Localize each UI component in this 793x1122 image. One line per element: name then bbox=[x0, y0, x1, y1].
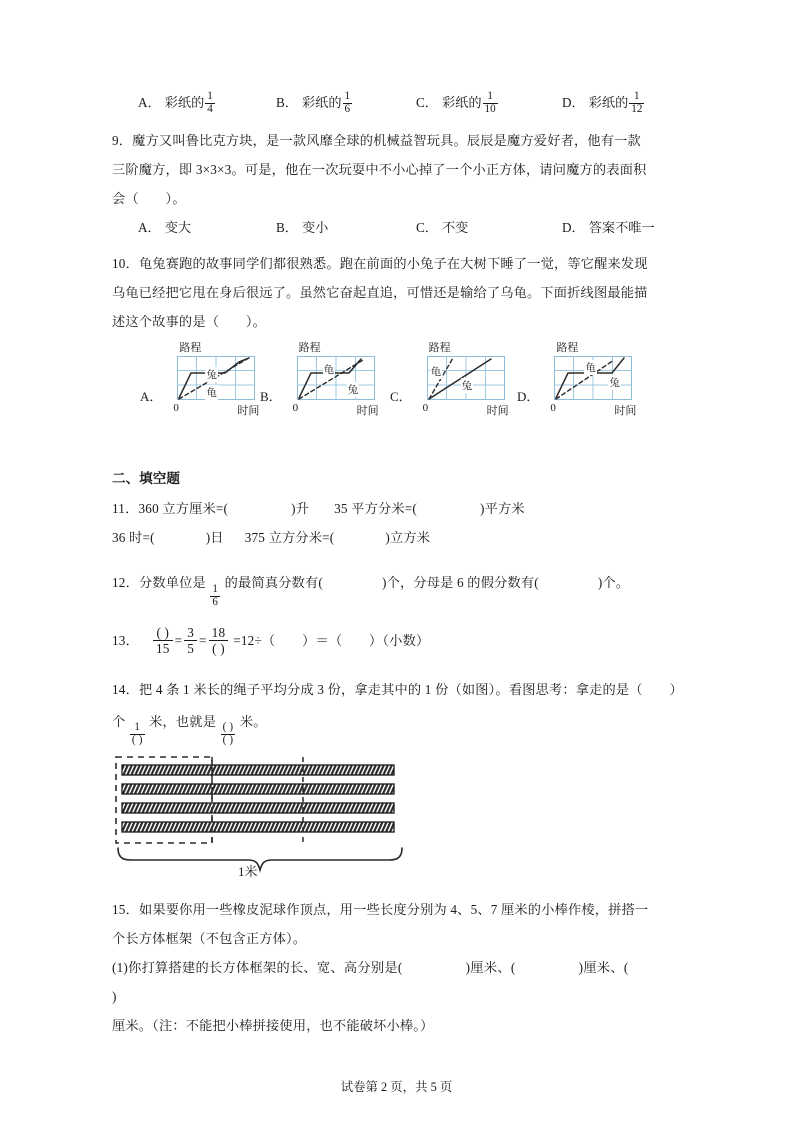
q13-fraction-3 bbox=[209, 625, 229, 656]
choice-label-c: C． bbox=[416, 95, 438, 110]
question-9-line-3: 会（ ）。 bbox=[112, 191, 186, 206]
q14-part-c: 米。 bbox=[239, 713, 267, 729]
choice-text-a: 彩纸的 bbox=[164, 95, 205, 110]
graph-x-label-c: 时间 bbox=[486, 405, 509, 417]
question-11-line-2 bbox=[112, 523, 688, 552]
choice-text-d: 彩纸的 bbox=[588, 95, 629, 110]
graph-series-label-tortoise-c: 龟 bbox=[430, 364, 443, 379]
choice-option-b[interactable] bbox=[276, 88, 416, 118]
graph-origin-a: 0 bbox=[173, 402, 179, 414]
q13-number: 13． bbox=[112, 632, 139, 648]
q12-prefix: 12．分数单位是 bbox=[112, 575, 206, 590]
rope-3 bbox=[122, 803, 394, 813]
choice-label-b: B． bbox=[276, 95, 298, 110]
q11-part-c: 35 平方分米=( bbox=[334, 501, 418, 516]
question-14-line-1: 14．把 4 条 1 米长的绳子平均分成 3 份，拿走其中的 1 份（如图）。看图思考：拿走的是（ ） bbox=[112, 681, 683, 697]
question-15-line-1: 15．如果要你用一些橡皮泥球作顶点，用一些长度分别为 4、5、7 厘米的小棒作棱，拼搭一 bbox=[112, 902, 649, 918]
rope-figure-svg bbox=[112, 753, 442, 881]
graph-letter-b: B． bbox=[260, 388, 282, 404]
fraction-numerator: 1 bbox=[212, 582, 219, 595]
fraction-numerator: ( ) bbox=[156, 624, 170, 640]
graph-x-label-d: 时间 bbox=[614, 405, 637, 417]
fraction-denominator: 6 bbox=[344, 102, 351, 115]
graph-letter-c: C． bbox=[390, 388, 412, 404]
q15-part-a: (1)你打算搭建的长方体框架的长、宽、高分别是( bbox=[112, 960, 403, 976]
fraction-d bbox=[629, 91, 644, 116]
graph-option-d[interactable] bbox=[517, 342, 636, 422]
choice-option-a[interactable] bbox=[138, 88, 276, 118]
fraction-denominator: ( ) bbox=[209, 640, 228, 656]
q14-fraction-2 bbox=[221, 722, 236, 747]
choice-label-d: D． bbox=[562, 95, 585, 110]
fraction-denominator: 10 bbox=[484, 102, 496, 115]
q12-suffix: )个。 bbox=[597, 575, 630, 590]
q13-equals-1: = bbox=[174, 632, 183, 648]
q12-mid2: )个，分母是 6 的假分数有( bbox=[381, 575, 539, 590]
q15-part-c: )厘米、( bbox=[578, 960, 629, 976]
graph-series-label-rabbit-c: 兔 bbox=[461, 378, 474, 393]
fraction-denominator: 12 bbox=[631, 102, 643, 115]
fraction-numerator: 1 bbox=[207, 89, 213, 102]
question-11-line-1 bbox=[112, 494, 688, 523]
graph-y-label-d: 路程 bbox=[556, 342, 579, 354]
fraction-denominator: 5 bbox=[184, 640, 197, 656]
graph-x-label-b: 时间 bbox=[356, 405, 379, 417]
page-content bbox=[112, 88, 688, 1040]
question-14-rope-figure bbox=[112, 753, 442, 881]
graph-letter-a: A． bbox=[140, 388, 163, 404]
q14-part-b: 米，也就是 bbox=[149, 713, 217, 729]
graph-letter-d: D． bbox=[517, 388, 540, 404]
question-9-line-2: 三阶魔方，即 3×3×3。可是，他在一次玩耍中不小心掉了一个小正方体，请问魔方的表面积 bbox=[112, 162, 647, 177]
q11-part-h: )立方米 bbox=[385, 530, 431, 545]
page-footer: 试卷第 2 页，共 5 页 bbox=[340, 1080, 453, 1094]
graph-svg-b bbox=[297, 356, 375, 400]
fraction-denominator: ( ) bbox=[131, 734, 143, 747]
choice-option-c[interactable] bbox=[416, 88, 562, 118]
q9-choice-label-c: C． bbox=[416, 220, 438, 235]
fraction-numerator: 1 bbox=[634, 89, 640, 102]
graph-origin-d: 0 bbox=[550, 402, 556, 414]
rope-figure-caption: 1米 bbox=[238, 864, 258, 880]
rope-1 bbox=[122, 765, 394, 775]
rope-brace bbox=[118, 848, 402, 870]
q12-fraction bbox=[210, 584, 220, 609]
question-10-graphs bbox=[112, 342, 688, 426]
fraction-numerator: 1 bbox=[134, 721, 141, 734]
graph-origin-b: 0 bbox=[292, 402, 299, 414]
graph-box-c bbox=[415, 342, 509, 422]
fraction-numerator: 1 bbox=[344, 89, 351, 102]
question-10-line-1: 10．龟兔赛跑的故事同学们都很熟悉。跑在前面的小兔子在大树下睡了一觉，等它醒来发现 bbox=[112, 256, 648, 271]
choice-text-c: 彩纸的 bbox=[441, 95, 482, 110]
q9-choice-label-b: B． bbox=[276, 220, 298, 235]
question-8-choices bbox=[112, 88, 688, 118]
q14-fraction-1 bbox=[130, 722, 145, 747]
fraction-numerator: 3 bbox=[187, 624, 195, 640]
rope-bars bbox=[122, 765, 394, 832]
question-14-line-2 bbox=[112, 704, 688, 748]
q11-part-g: 375 立方分米=( bbox=[244, 530, 335, 545]
q13-tail: =12÷（ ）＝（ ）（小数） bbox=[233, 632, 430, 648]
q9-choice-d[interactable] bbox=[562, 213, 655, 243]
q11-part-a: 11．360 立方厘米=( bbox=[112, 501, 229, 516]
fraction-a bbox=[205, 91, 215, 116]
fraction-b bbox=[343, 91, 353, 116]
choice-option-d[interactable] bbox=[562, 88, 645, 118]
q9-choice-b[interactable] bbox=[276, 213, 416, 243]
graph-series-label-tortoise-d: 龟 bbox=[584, 360, 597, 375]
graph-series-label-tortoise-b: 龟 bbox=[323, 362, 336, 377]
q9-choice-c[interactable] bbox=[416, 213, 562, 243]
fraction-c bbox=[483, 91, 498, 116]
question-15-line-2: 个长方体框架（不包含正方体）。 bbox=[112, 931, 307, 947]
rope-4 bbox=[122, 822, 394, 832]
question-12 bbox=[112, 566, 688, 609]
fraction-denominator: 6 bbox=[212, 595, 219, 608]
graph-option-b[interactable] bbox=[260, 342, 379, 422]
q9-choice-label-d: D． bbox=[562, 220, 585, 235]
q15-part-b: )厘米、( bbox=[465, 960, 516, 976]
question-9-choices bbox=[112, 213, 688, 243]
graph-series-label-rabbit-d: 兔 bbox=[608, 375, 621, 390]
fraction-numerator: 18 bbox=[211, 624, 226, 640]
q11-part-b: )升 bbox=[291, 501, 310, 516]
fraction-denominator: ( ) bbox=[222, 734, 234, 747]
rope-2 bbox=[122, 784, 394, 794]
fraction-denominator: 4 bbox=[207, 102, 213, 115]
choice-label-a: A． bbox=[138, 95, 161, 110]
graph-box-a bbox=[165, 342, 259, 422]
section-heading-fill-in-blank: 二、填空题 bbox=[112, 471, 180, 486]
q11-part-d: )平方米 bbox=[480, 501, 525, 516]
q14-part-a: 个 bbox=[112, 713, 126, 729]
question-9-line-1: 9．魔方又叫鲁比克方块，是一款风靡全球的机械益智玩具。辰辰是魔方爱好者，他有一款 bbox=[112, 133, 641, 148]
graph-series-label-rabbit-a: 兔 bbox=[205, 367, 218, 382]
q9-choice-text-a: 变大 bbox=[164, 220, 192, 235]
graph-y-label-a: 路程 bbox=[179, 342, 202, 354]
q9-choice-label-a: A． bbox=[138, 220, 161, 235]
graph-option-c[interactable] bbox=[390, 342, 509, 422]
graph-origin-c: 0 bbox=[422, 402, 429, 414]
graph-series-label-tortoise-a: 龟 bbox=[205, 385, 218, 400]
graph-box-d bbox=[542, 342, 636, 422]
q9-choice-text-b: 变小 bbox=[301, 220, 329, 235]
q12-mid: 的最简真分数有( bbox=[224, 575, 323, 590]
q9-choice-text-c: 不变 bbox=[441, 220, 469, 235]
graph-series-label-rabbit-b: 兔 bbox=[347, 382, 360, 397]
question-13 bbox=[112, 621, 688, 661]
q11-part-e: 36 时=( bbox=[112, 530, 155, 545]
question-15-line-3 bbox=[112, 953, 688, 1011]
question-15-line-4: 厘米。（注：不能把小棒拼接使用，也不能破坏小棒。） bbox=[112, 1018, 434, 1034]
q11-part-f: )日 bbox=[205, 530, 224, 545]
question-10-line-3: 述这个故事的是（ ）。 bbox=[112, 314, 267, 329]
graph-y-label-b: 路程 bbox=[298, 342, 321, 354]
question-10-line-2: 乌龟已经把它甩在身后很远了。虽然它奋起直追，可惜还是输给了乌龟。下面折线图最能描 bbox=[112, 285, 648, 300]
fraction-numerator: 1 bbox=[487, 89, 493, 102]
q13-fraction-2 bbox=[184, 625, 197, 656]
graph-option-a[interactable] bbox=[140, 342, 259, 422]
graph-x-label-a: 时间 bbox=[237, 405, 260, 417]
graph-y-label-c: 路程 bbox=[428, 342, 451, 354]
fraction-denominator: 15 bbox=[153, 640, 173, 656]
graph-box-b bbox=[285, 342, 379, 422]
fraction-numerator: ( ) bbox=[222, 721, 234, 734]
q9-choice-a[interactable] bbox=[138, 213, 276, 243]
q13-equals-2: = bbox=[199, 632, 207, 648]
choice-text-b: 彩纸的 bbox=[301, 95, 342, 110]
q13-fraction-1 bbox=[153, 625, 173, 656]
q9-choice-text-d: 答案不唯一 bbox=[588, 220, 655, 235]
q15-part-d: ) bbox=[112, 989, 117, 1005]
